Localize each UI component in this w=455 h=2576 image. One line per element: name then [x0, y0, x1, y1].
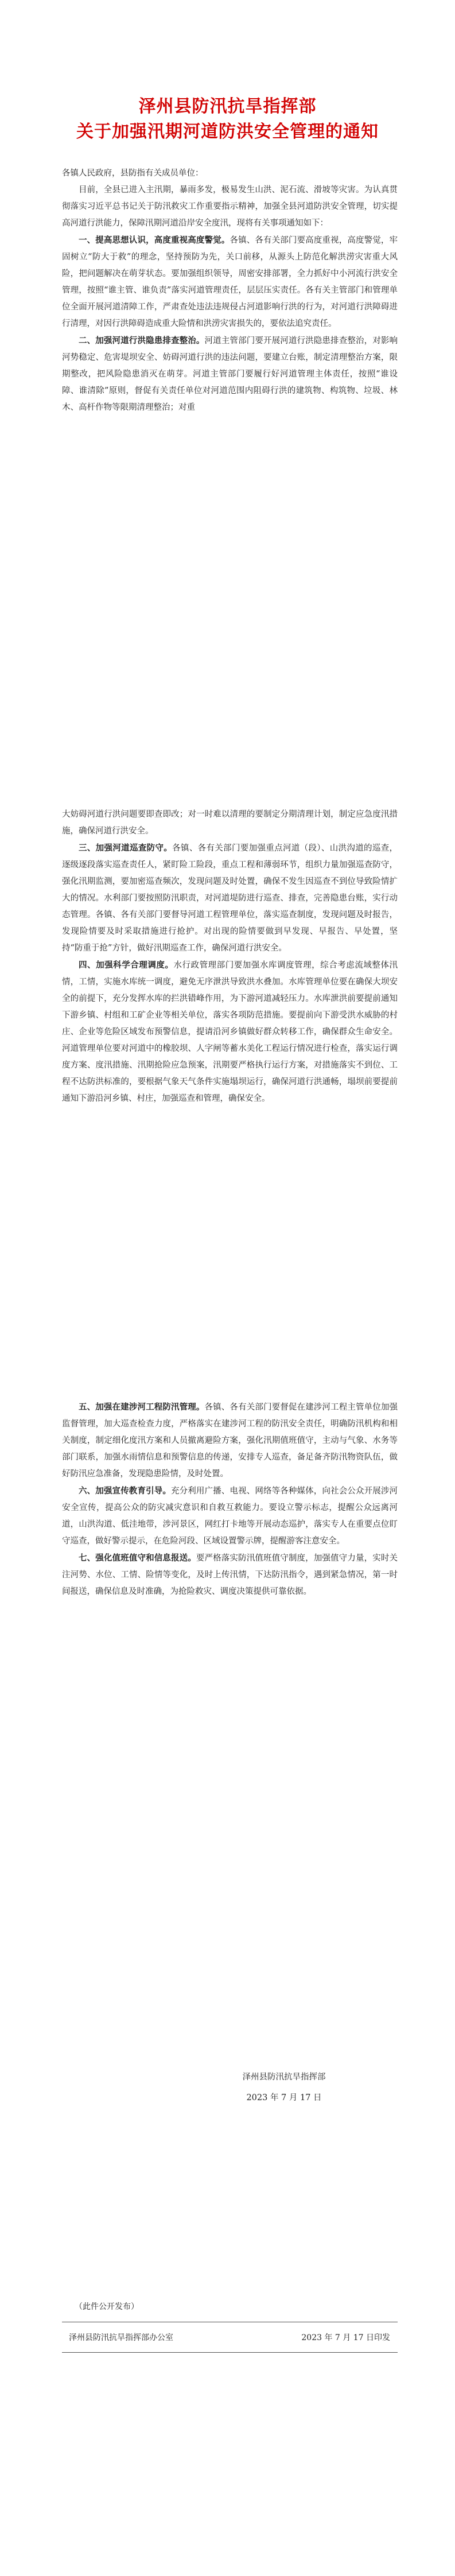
section-2-heading: 二、加强河道行洪隐患排查整治。 — [79, 336, 205, 346]
body-block-1 — [62, 165, 398, 416]
salutation: 各镇人民政府，县防指有关成员单位： — [62, 169, 204, 178]
section-2 — [62, 332, 398, 416]
body-block-3 — [62, 1399, 398, 1600]
section-5-body: 各镇、各有关部门要督促在建涉河工程主管单位加强监督管理，加大巡查检查力度，严格落实在建涉河工程的防汛安全责任，明确防汛机构和相关制度，制定细化度汛方案和人员撤离避险方案，强化汛期值班值守，主动与气象、水务等部门联系，加强水雨情信息和预警信息的传递，安排专人巡查，备足备齐防汛物资队伍，做好防汛应急准备，发现隐患险情，及时处置。 — [62, 1403, 398, 1479]
section-2-body-part2: 大妨碍河道行洪问题要即查即改；对一时难以清理的要制定分期清理计划，制定应急度汛措施，确保河道行洪安全。 — [62, 810, 398, 836]
footer-office: 泽州县防汛抗旱指挥部办公室 — [69, 2333, 173, 2342]
section-7-body: 要严格落实防汛值班值守制度，加强值守力量，实时关注河势、水位、工情、险情等变化，及时上传汛情，下达防汛指令，遇到紧急情况，第一时间报送，确保信息及时准确，为抢险救灾、调度决策提供可靠依据。 — [62, 1554, 398, 1596]
section-6-heading: 六、加强宣传教育引导。 — [79, 1486, 171, 1496]
footer-bottom-rule — [62, 2352, 398, 2353]
section-6-body: 充分利用广播、电视、网络等各种媒体，向社会公众开展涉河安全宣传，提高公众的防灾减灾意识和自救互救能力。要设立警示标志，提醒公众远离河道，山洪沟道、低洼地带，涉河景区，网红打卡地等开展动态巡护，落实专人在重要点位盯守巡查，做好警示提示，在危险河段、区域设置警示牌，提醒游客注意安全。 — [62, 1487, 398, 1546]
publication-note: （此件公开发布） — [75, 2302, 139, 2311]
signature-org: 泽州县防汛抗旱指挥部 — [242, 2073, 326, 2082]
section-1-body: 各镇、各有关部门要高度重视，高度警觉，牢固树立“防大于救”的理念，坚持预防为先，关口前移，从源头上防范化解洪涝灾害重大风险，把问题解决在萌芽状态。要加强组织领导，周密安排部署，全力抓好中小河流行洪安全管理，按照“谁主管、谁负责”落实河道管理责任，层层压实责任。各有关主管部门和管理单位全面开展河道清障工作，严肃查处违法违规侵占河道影响行洪的行为，对河道行洪障碍进行清理，对因行洪障碍造成重大险情和洪涝灾害损失的，要依法追究责任。 — [62, 236, 398, 328]
body-block-2 — [62, 806, 398, 1107]
section-1 — [62, 232, 398, 332]
footer-print-date: 2023 年 7 月 17 日印发 — [301, 2333, 390, 2342]
document-title-line2: 关于加强汛期河道防洪安全管理的通知 — [76, 122, 379, 142]
section-2-body-part1: 河道主管部门要开展河道行洪隐患排查整治，对影响河势稳定、危害堤坝安全、妨碍河道行洪的违法问题，要建立台账，制定清理整治方案，限期整改，把风险隐患消灭在萌芽。河道主管部门要履行好河道管理主体责任，按照“谁设障、谁清除”原则，督促有关责任单位对河道范围内阻碍行洪的建筑物、构筑物、垃圾、林木、高杆作物等限期清理整治；对重 — [62, 336, 398, 412]
section-4 — [62, 957, 398, 1107]
section-7 — [62, 1550, 398, 1600]
section-3-body: 各镇、各有关部门要加强重点河道（段）、山洪沟道的巡查，逐级逐段落实巡查责任人，紧盯险工险段，重点工程和薄弱环节，组织力量加强巡查防守，强化汛期监测，要加密巡查频次，发现问题及时处置，确保不发生因巡查不到位导致险情扩大的情况。水利部门要按照防汛职责，对河道堤防进行巡查、排查，完善隐患台账，实行动态管理。各镇、各有关部门要督导河道工程管理单位，落实巡查制度，发现问题及时报告，发现险情要及时采取措施进行抢护。对出现的险情要做到早发现、早报告、早处置，坚持“防重于抢”方针，做好汛期巡查工作，确保河道行洪安全。 — [62, 844, 398, 953]
intro-paragraph: 目前，全县已进入主汛期，暴雨多发，极易发生山洪、泥石流、滑坡等灾害。为认真贯彻落实习近平总书记关于防汛救灾工作重要指示精神，加强全县河道防洪安全管理，切实提高河道行洪能力，保障汛期河道沿岸安全度汛，现将有关事项通知如下： — [62, 185, 398, 228]
section-5-heading: 五、加强在建涉河工程防汛管理。 — [79, 1402, 205, 1412]
section-3-heading: 三、加强河道巡查防守。 — [79, 843, 173, 853]
signature-date: 2023 年 7 月 17 日 — [246, 2093, 322, 2102]
section-4-body: 水行政管理部门要加强水库调度管理，综合考虑流域整体汛情，工情，实施水库统一调度，避免无序泄洪导致洪水叠加。水库管理单位要在确保大坝安全的前提下，充分发挥水库的拦洪错峰作用，为下游河道减轻压力。水库泄洪前要提前通知下游乡镇、村组和工矿企业等相关单位，落实各项防范措施。要提前向下游受洪水威胁的村庄、企业等危险区域发布预警信息，提请沿河乡镇做好群众转移工作，确保群众生命安全。河道管理单位要对河道中的橡胶坝、人字闸等蓄水美化工程运行情况进行检查，落实运行调度方案、度汛措施、汛期抢险应急预案，汛期要严格执行运行方案，对措施落实不到位、工程不达防洪标准的，要根据气象天气条件实施塌坝运行，确保河道行洪通畅，塌坝前要提前通知下游沿河乡镇、村庄，加强巡查和管理，确保安全。 — [62, 961, 398, 1103]
section-4-heading: 四、加强科学合理调度。 — [79, 960, 174, 970]
footer-row — [69, 2331, 390, 2343]
document-title-line1: 泽州县防汛抗旱指挥部 — [138, 96, 317, 117]
section-1-heading: 一、提高思想认识，高度重视高度警觉。 — [79, 235, 230, 245]
section-6 — [62, 1483, 398, 1550]
section-3 — [62, 840, 398, 957]
section-7-heading: 七、强化值班值守和信息报送。 — [79, 1553, 196, 1563]
section-5 — [62, 1399, 398, 1483]
